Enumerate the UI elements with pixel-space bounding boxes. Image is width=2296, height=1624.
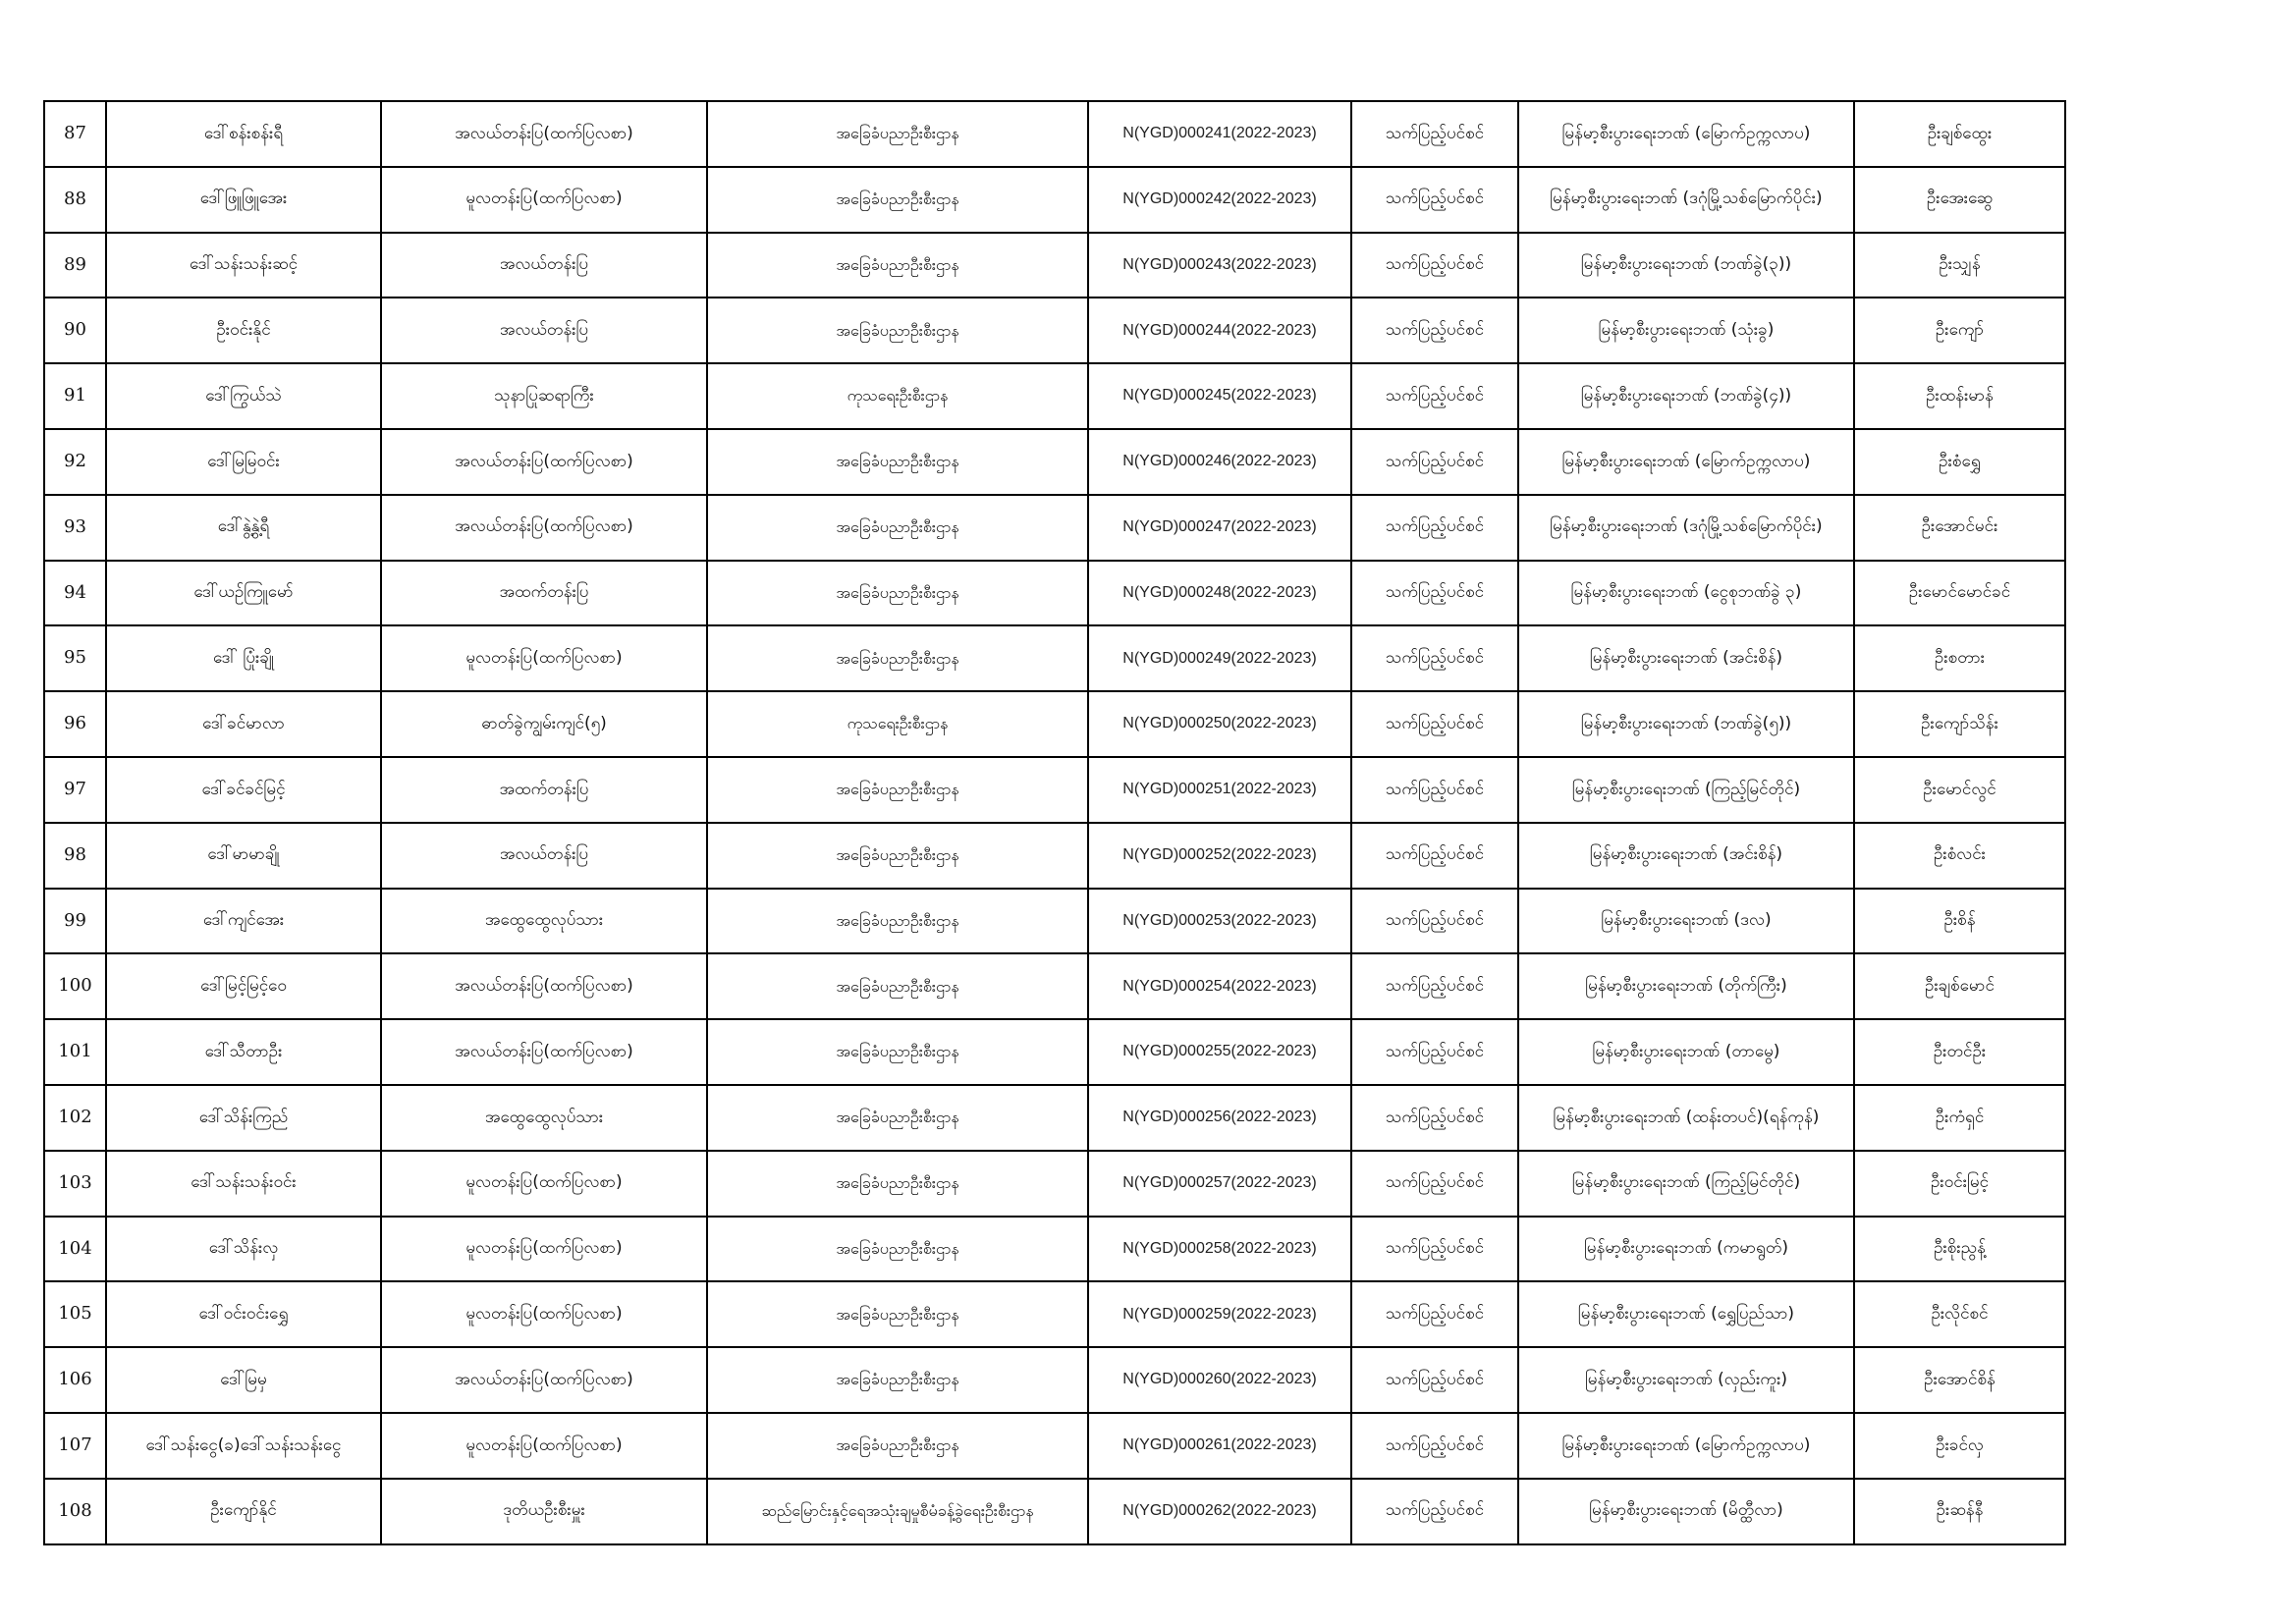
payment-bank-cell: မြန်မာ့စီးပွားရေးဘဏ် (တာမွေ) (1518, 1019, 1854, 1085)
payment-bank-cell: မြန်မာ့စီးပွားရေးဘဏ် (ကြည့်မြင်တိုင်) (1518, 1151, 1854, 1217)
certificate-number-cell: N(YGD)000241(2022-2023) (1088, 101, 1351, 167)
payment-bank-cell: မြန်မာ့စီးပွားရေးဘဏ် (မိတ္ထီလာ) (1518, 1479, 1854, 1544)
rank-cell: မူလတန်းပြ(ထက်ပြလစာ) (381, 1413, 707, 1479)
pension-type-cell: သက်ပြည့်ပင်စင် (1351, 1019, 1518, 1085)
pension-type-cell: သက်ပြည့်ပင်စင် (1351, 889, 1518, 954)
rank-cell: မူလတန်းပြ(ထက်ပြလစာ) (381, 1151, 707, 1217)
department-cell: အခြေခံပညာဦးစီးဌာန (707, 1281, 1088, 1347)
payment-bank-cell: မြန်မာ့စီးပွားရေးဘဏ် (ဘဏ်ခွဲ(၃)) (1518, 233, 1854, 298)
payment-bank-cell: မြန်မာ့စီးပွားရေးဘဏ် (ကမာရွတ်) (1518, 1217, 1854, 1282)
pension-type-cell: သက်ပြည့်ပင်စင် (1351, 561, 1518, 626)
serial-number-cell: 94 (44, 561, 106, 626)
certificate-number-cell: N(YGD)000245(2022-2023) (1088, 363, 1351, 429)
serial-number-cell: 93 (44, 495, 106, 561)
father-name-cell: ဦးချစ်မောင် (1854, 953, 2065, 1019)
rank-cell: အလယ်တန်းပြ(ထက်ပြလစာ) (381, 101, 707, 167)
certificate-number-cell: N(YGD)000254(2022-2023) (1088, 953, 1351, 1019)
pensioner-name-cell: ဒေါ်သန်းသန်းဝင်း (106, 1151, 381, 1217)
table-row (44, 561, 2065, 626)
pension-type-cell: သက်ပြည့်ပင်စင် (1351, 625, 1518, 691)
rank-cell: အထက်တန်းပြ (381, 757, 707, 823)
pension-type-cell: သက်ပြည့်ပင်စင် (1351, 101, 1518, 167)
department-cell: အခြေခံပညာဦးစီးဌာန (707, 1347, 1088, 1413)
serial-number-cell: 97 (44, 757, 106, 823)
department-cell: အခြေခံပညာဦးစီးဌာန (707, 233, 1088, 298)
serial-number-cell: 91 (44, 363, 106, 429)
father-name-cell: ဦးအောင်မင်း (1854, 495, 2065, 561)
payment-bank-cell: မြန်မာ့စီးပွားရေးဘဏ် (လှည်းကူး) (1518, 1347, 1854, 1413)
pension-type-cell: သက်ပြည့်ပင်စင် (1351, 691, 1518, 757)
table-row (44, 1217, 2065, 1282)
payment-bank-cell: မြန်မာ့စီးပွားရေးဘဏ် (ရွှေပြည်သာ) (1518, 1281, 1854, 1347)
serial-number-cell: 95 (44, 625, 106, 691)
father-name-cell: ဦးစိန် (1854, 889, 2065, 954)
payment-bank-cell: မြန်မာ့စီးပွားရေးဘဏ် (ဒလ) (1518, 889, 1854, 954)
pension-type-cell: သက်ပြည့်ပင်စင် (1351, 298, 1518, 363)
department-cell: ဆည်မြောင်းနှင့်ရေအသုံးချမှုစီမံခန့်ခွဲရေးဦးစီးဌာန (707, 1479, 1088, 1544)
pension-register-table (43, 100, 2066, 1545)
certificate-number-cell: N(YGD)000258(2022-2023) (1088, 1217, 1351, 1282)
pension-type-cell: သက်ပြည့်ပင်စင် (1351, 363, 1518, 429)
department-cell: အခြေခံပညာဦးစီးဌာန (707, 101, 1088, 167)
department-cell: အခြေခံပညာဦးစီးဌာန (707, 1085, 1088, 1151)
pensioner-name-cell: ဒေါ် ပြုံးချို (106, 625, 381, 691)
rank-cell: မူလတန်းပြ(ထက်ပြလစာ) (381, 167, 707, 233)
certificate-number-cell: N(YGD)000261(2022-2023) (1088, 1413, 1351, 1479)
serial-number-cell: 96 (44, 691, 106, 757)
rank-cell: ဒုတိယဦးစီးမှူး (381, 1479, 707, 1544)
pension-type-cell: သက်ပြည့်ပင်စင် (1351, 1151, 1518, 1217)
department-cell: အခြေခံပညာဦးစီးဌာန (707, 167, 1088, 233)
department-cell: အခြေခံပညာဦးစီးဌာန (707, 1413, 1088, 1479)
rank-cell: အထွေထွေလုပ်သား (381, 1085, 707, 1151)
department-cell: ကုသရေးဦးစီးဌာန (707, 363, 1088, 429)
serial-number-cell: 89 (44, 233, 106, 298)
rank-cell: အလယ်တန်းပြ (381, 823, 707, 889)
pensioner-name-cell: ဒေါ်သီတာဦး (106, 1019, 381, 1085)
pensioner-name-cell: ဒေါ်သန်းငွေ(ခ)ဒေါ်သန်းသန်းငွေ (106, 1413, 381, 1479)
rank-cell: မူလတန်းပြ(ထက်ပြလစာ) (381, 1281, 707, 1347)
table-row (44, 1281, 2065, 1347)
pensioner-name-cell: ဒေါ်မာမာချို (106, 823, 381, 889)
pension-type-cell: သက်ပြည့်ပင်စင် (1351, 1281, 1518, 1347)
serial-number-cell: 98 (44, 823, 106, 889)
pensioner-name-cell: ဒေါ်မြင့်မြင့်ဝေ (106, 953, 381, 1019)
payment-bank-cell: မြန်မာ့စီးပွားရေးဘဏ် (မြောက်ဥက္ကလာပ) (1518, 429, 1854, 495)
pensioner-name-cell: ဒေါ်စန်းစန်းရီ (106, 101, 381, 167)
father-name-cell: ဦးထန်းမာန် (1854, 363, 2065, 429)
rank-cell: အလယ်တန်းပြ(ထက်ပြလစာ) (381, 953, 707, 1019)
table-row (44, 298, 2065, 363)
payment-bank-cell: မြန်မာ့စီးပွားရေးဘဏ် (အင်းစိန်) (1518, 625, 1854, 691)
certificate-number-cell: N(YGD)000253(2022-2023) (1088, 889, 1351, 954)
payment-bank-cell: မြန်မာ့စီးပွားရေးဘဏ် (တိုက်ကြီး) (1518, 953, 1854, 1019)
register-body (44, 101, 2065, 1544)
certificate-number-cell: N(YGD)000250(2022-2023) (1088, 691, 1351, 757)
payment-bank-cell: မြန်မာ့စီးပွားရေးဘဏ် (ကြည့်မြင်တိုင်) (1518, 757, 1854, 823)
serial-number-cell: 105 (44, 1281, 106, 1347)
payment-bank-cell: မြန်မာ့စီးပွားရေးဘဏ် (ထန်းတပင်)(ရန်ကုန်) (1518, 1085, 1854, 1151)
table-row (44, 757, 2065, 823)
table-row (44, 823, 2065, 889)
payment-bank-cell: မြန်မာ့စီးပွားရေးဘဏ် (ဒဂုံမြို့သစ်မြောက်ပိုင်း) (1518, 495, 1854, 561)
father-name-cell: ဦးဆန်နီ (1854, 1479, 2065, 1544)
table-row (44, 233, 2065, 298)
certificate-number-cell: N(YGD)000244(2022-2023) (1088, 298, 1351, 363)
pension-type-cell: သက်ပြည့်ပင်စင် (1351, 167, 1518, 233)
payment-bank-cell: မြန်မာ့စီးပွားရေးဘဏ် (ဘဏ်ခွဲ(၄)) (1518, 363, 1854, 429)
department-cell: ကုသရေးဦးစီးဌာန (707, 691, 1088, 757)
department-cell: အခြေခံပညာဦးစီးဌာန (707, 1019, 1088, 1085)
pensioner-name-cell: ဒေါ်သိန်းကြည် (106, 1085, 381, 1151)
pensioner-name-cell: ဒေါ်သန်းသန်းဆင့် (106, 233, 381, 298)
department-cell: အခြေခံပညာဦးစီးဌာန (707, 889, 1088, 954)
pension-type-cell: သက်ပြည့်ပင်စင် (1351, 495, 1518, 561)
pensioner-name-cell: ဒေါ်သိန်းလှ (106, 1217, 381, 1282)
department-cell: အခြေခံပညာဦးစီးဌာန (707, 1217, 1088, 1282)
father-name-cell: ဦးစံရွှေ (1854, 429, 2065, 495)
table-row (44, 625, 2065, 691)
table-row (44, 1413, 2065, 1479)
table-row (44, 953, 2065, 1019)
department-cell: အခြေခံပညာဦးစီးဌာန (707, 823, 1088, 889)
table-row (44, 495, 2065, 561)
rank-cell: အလယ်တန်းပြ(ထက်ပြလစာ) (381, 429, 707, 495)
father-name-cell: ဦးကျော် (1854, 298, 2065, 363)
rank-cell: မူလတန်းပြ(ထက်ပြလစာ) (381, 625, 707, 691)
certificate-number-cell: N(YGD)000242(2022-2023) (1088, 167, 1351, 233)
pensioner-name-cell: ဒေါ်ခင်ခင်မြင့် (106, 757, 381, 823)
rank-cell: အလယ်တန်းပြ(ထက်ပြလစာ) (381, 495, 707, 561)
certificate-number-cell: N(YGD)000243(2022-2023) (1088, 233, 1351, 298)
payment-bank-cell: မြန်မာ့စီးပွားရေးဘဏ် (ငွေစုဘဏ်ခွဲ ၃) (1518, 561, 1854, 626)
father-name-cell: ဦးလိုင်စင် (1854, 1281, 2065, 1347)
rank-cell: အလယ်တန်းပြ(ထက်ပြလစာ) (381, 1347, 707, 1413)
father-name-cell: ဦးမောင်မောင်ခင် (1854, 561, 2065, 626)
certificate-number-cell: N(YGD)000257(2022-2023) (1088, 1151, 1351, 1217)
serial-number-cell: 106 (44, 1347, 106, 1413)
pension-type-cell: သက်ပြည့်ပင်စင် (1351, 823, 1518, 889)
pensioner-name-cell: ဒေါ်မြမြဝင်း (106, 429, 381, 495)
rank-cell: အလယ်တန်းပြ (381, 233, 707, 298)
payment-bank-cell: မြန်မာ့စီးပွားရေးဘဏ် (သုံးခွ) (1518, 298, 1854, 363)
father-name-cell: ဦးခင်လှ (1854, 1413, 2065, 1479)
pensioner-name-cell: ဒေါ်ဖြူဖြူအေး (106, 167, 381, 233)
table-row (44, 691, 2065, 757)
father-name-cell: ဦးစတား (1854, 625, 2065, 691)
table-row (44, 1019, 2065, 1085)
father-name-cell: ဦးစိုးညွန့် (1854, 1217, 2065, 1282)
pension-type-cell: သက်ပြည့်ပင်စင် (1351, 757, 1518, 823)
pensioner-name-cell: ဒေါ်ကြွယ်သဲ (106, 363, 381, 429)
table-row (44, 1479, 2065, 1544)
pension-type-cell: သက်ပြည့်ပင်စင် (1351, 1085, 1518, 1151)
certificate-number-cell: N(YGD)000262(2022-2023) (1088, 1479, 1351, 1544)
table-row (44, 1347, 2065, 1413)
table-row (44, 1151, 2065, 1217)
father-name-cell: ဦးကျော်သိန်း (1854, 691, 2065, 757)
pensioner-name-cell: ဒေါ်ကျင်အေး (106, 889, 381, 954)
certificate-number-cell: N(YGD)000260(2022-2023) (1088, 1347, 1351, 1413)
serial-number-cell: 107 (44, 1413, 106, 1479)
pension-type-cell: သက်ပြည့်ပင်စင် (1351, 1479, 1518, 1544)
table-row (44, 167, 2065, 233)
certificate-number-cell: N(YGD)000252(2022-2023) (1088, 823, 1351, 889)
serial-number-cell: 90 (44, 298, 106, 363)
serial-number-cell: 102 (44, 1085, 106, 1151)
pension-type-cell: သက်ပြည့်ပင်စင် (1351, 1217, 1518, 1282)
father-name-cell: ဦးသျှန် (1854, 233, 2065, 298)
table-row (44, 889, 2065, 954)
certificate-number-cell: N(YGD)000246(2022-2023) (1088, 429, 1351, 495)
table-row (44, 101, 2065, 167)
certificate-number-cell: N(YGD)000248(2022-2023) (1088, 561, 1351, 626)
pensioner-name-cell: ဦးဝင်းနိုင် (106, 298, 381, 363)
pensioner-name-cell: ဒေါ်မြမှ (106, 1347, 381, 1413)
pension-type-cell: သက်ပြည့်ပင်စင် (1351, 953, 1518, 1019)
pension-type-cell: သက်ပြည့်ပင်စင် (1351, 1347, 1518, 1413)
father-name-cell: ဦးစံလင်း (1854, 823, 2065, 889)
father-name-cell: ဦးမောင်လွင် (1854, 757, 2065, 823)
serial-number-cell: 100 (44, 953, 106, 1019)
pensioner-name-cell: ဒေါ်နွဲ့နွဲ့ရီ (106, 495, 381, 561)
serial-number-cell: 88 (44, 167, 106, 233)
pensioner-name-cell: ဒေါ်ယဉ်ကြူမော် (106, 561, 381, 626)
certificate-number-cell: N(YGD)000249(2022-2023) (1088, 625, 1351, 691)
pension-type-cell: သက်ပြည့်ပင်စင် (1351, 233, 1518, 298)
rank-cell: မူလတန်းပြ(ထက်ပြလစာ) (381, 1217, 707, 1282)
register-sheet (43, 100, 2066, 1545)
rank-cell: အထက်တန်းပြ (381, 561, 707, 626)
pensioner-name-cell: ဒေါ်ခင်မာလာ (106, 691, 381, 757)
pensioner-name-cell: ဦးကျော်နိုင် (106, 1479, 381, 1544)
payment-bank-cell: မြန်မာ့စီးပွားရေးဘဏ် (ဘဏ်ခွဲ(၅)) (1518, 691, 1854, 757)
serial-number-cell: 101 (44, 1019, 106, 1085)
pensioner-name-cell: ဒေါ်ဝင်းဝင်းရွှေ (106, 1281, 381, 1347)
certificate-number-cell: N(YGD)000256(2022-2023) (1088, 1085, 1351, 1151)
department-cell: အခြေခံပညာဦးစီးဌာန (707, 625, 1088, 691)
father-name-cell: ဦးအောင်စိန် (1854, 1347, 2065, 1413)
father-name-cell: ဦးချစ်ထွေး (1854, 101, 2065, 167)
rank-cell: အထွေထွေလုပ်သား (381, 889, 707, 954)
payment-bank-cell: မြန်မာ့စီးပွားရေးဘဏ် (မြောက်ဥက္ကလာပ) (1518, 101, 1854, 167)
pension-type-cell: သက်ပြည့်ပင်စင် (1351, 429, 1518, 495)
department-cell: အခြေခံပညာဦးစီးဌာန (707, 561, 1088, 626)
certificate-number-cell: N(YGD)000247(2022-2023) (1088, 495, 1351, 561)
department-cell: အခြေခံပညာဦးစီးဌာန (707, 429, 1088, 495)
payment-bank-cell: မြန်မာ့စီးပွားရေးဘဏ် (ဒဂုံမြို့သစ်မြောက်ပိုင်း) (1518, 167, 1854, 233)
rank-cell: သုနာပြုဆရာကြီး (381, 363, 707, 429)
rank-cell: အလယ်တန်းပြ (381, 298, 707, 363)
certificate-number-cell: N(YGD)000255(2022-2023) (1088, 1019, 1351, 1085)
certificate-number-cell: N(YGD)000251(2022-2023) (1088, 757, 1351, 823)
father-name-cell: ဦးအေးဆွေ (1854, 167, 2065, 233)
father-name-cell: ဦးဝင်းမြင့် (1854, 1151, 2065, 1217)
department-cell: အခြေခံပညာဦးစီးဌာန (707, 757, 1088, 823)
certificate-number-cell: N(YGD)000259(2022-2023) (1088, 1281, 1351, 1347)
department-cell: အခြေခံပညာဦးစီးဌာန (707, 298, 1088, 363)
serial-number-cell: 87 (44, 101, 106, 167)
father-name-cell: ဦးကံရှင် (1854, 1085, 2065, 1151)
pension-type-cell: သက်ပြည့်ပင်စင် (1351, 1413, 1518, 1479)
department-cell: အခြေခံပညာဦးစီးဌာန (707, 1151, 1088, 1217)
department-cell: အခြေခံပညာဦးစီးဌာန (707, 495, 1088, 561)
serial-number-cell: 103 (44, 1151, 106, 1217)
rank-cell: အလယ်တန်းပြ(ထက်ပြလစာ) (381, 1019, 707, 1085)
department-cell: အခြေခံပညာဦးစီးဌာန (707, 953, 1088, 1019)
serial-number-cell: 99 (44, 889, 106, 954)
table-row (44, 1085, 2065, 1151)
payment-bank-cell: မြန်မာ့စီးပွားရေးဘဏ် (အင်းစိန်) (1518, 823, 1854, 889)
serial-number-cell: 92 (44, 429, 106, 495)
father-name-cell: ဦးတင်ဦး (1854, 1019, 2065, 1085)
payment-bank-cell: မြန်မာ့စီးပွားရေးဘဏ် (မြောက်ဥက္ကလာပ) (1518, 1413, 1854, 1479)
rank-cell: ဓာတ်ခွဲကျွမ်းကျင်(၅) (381, 691, 707, 757)
serial-number-cell: 104 (44, 1217, 106, 1282)
serial-number-cell: 108 (44, 1479, 106, 1544)
table-row (44, 429, 2065, 495)
table-row (44, 363, 2065, 429)
